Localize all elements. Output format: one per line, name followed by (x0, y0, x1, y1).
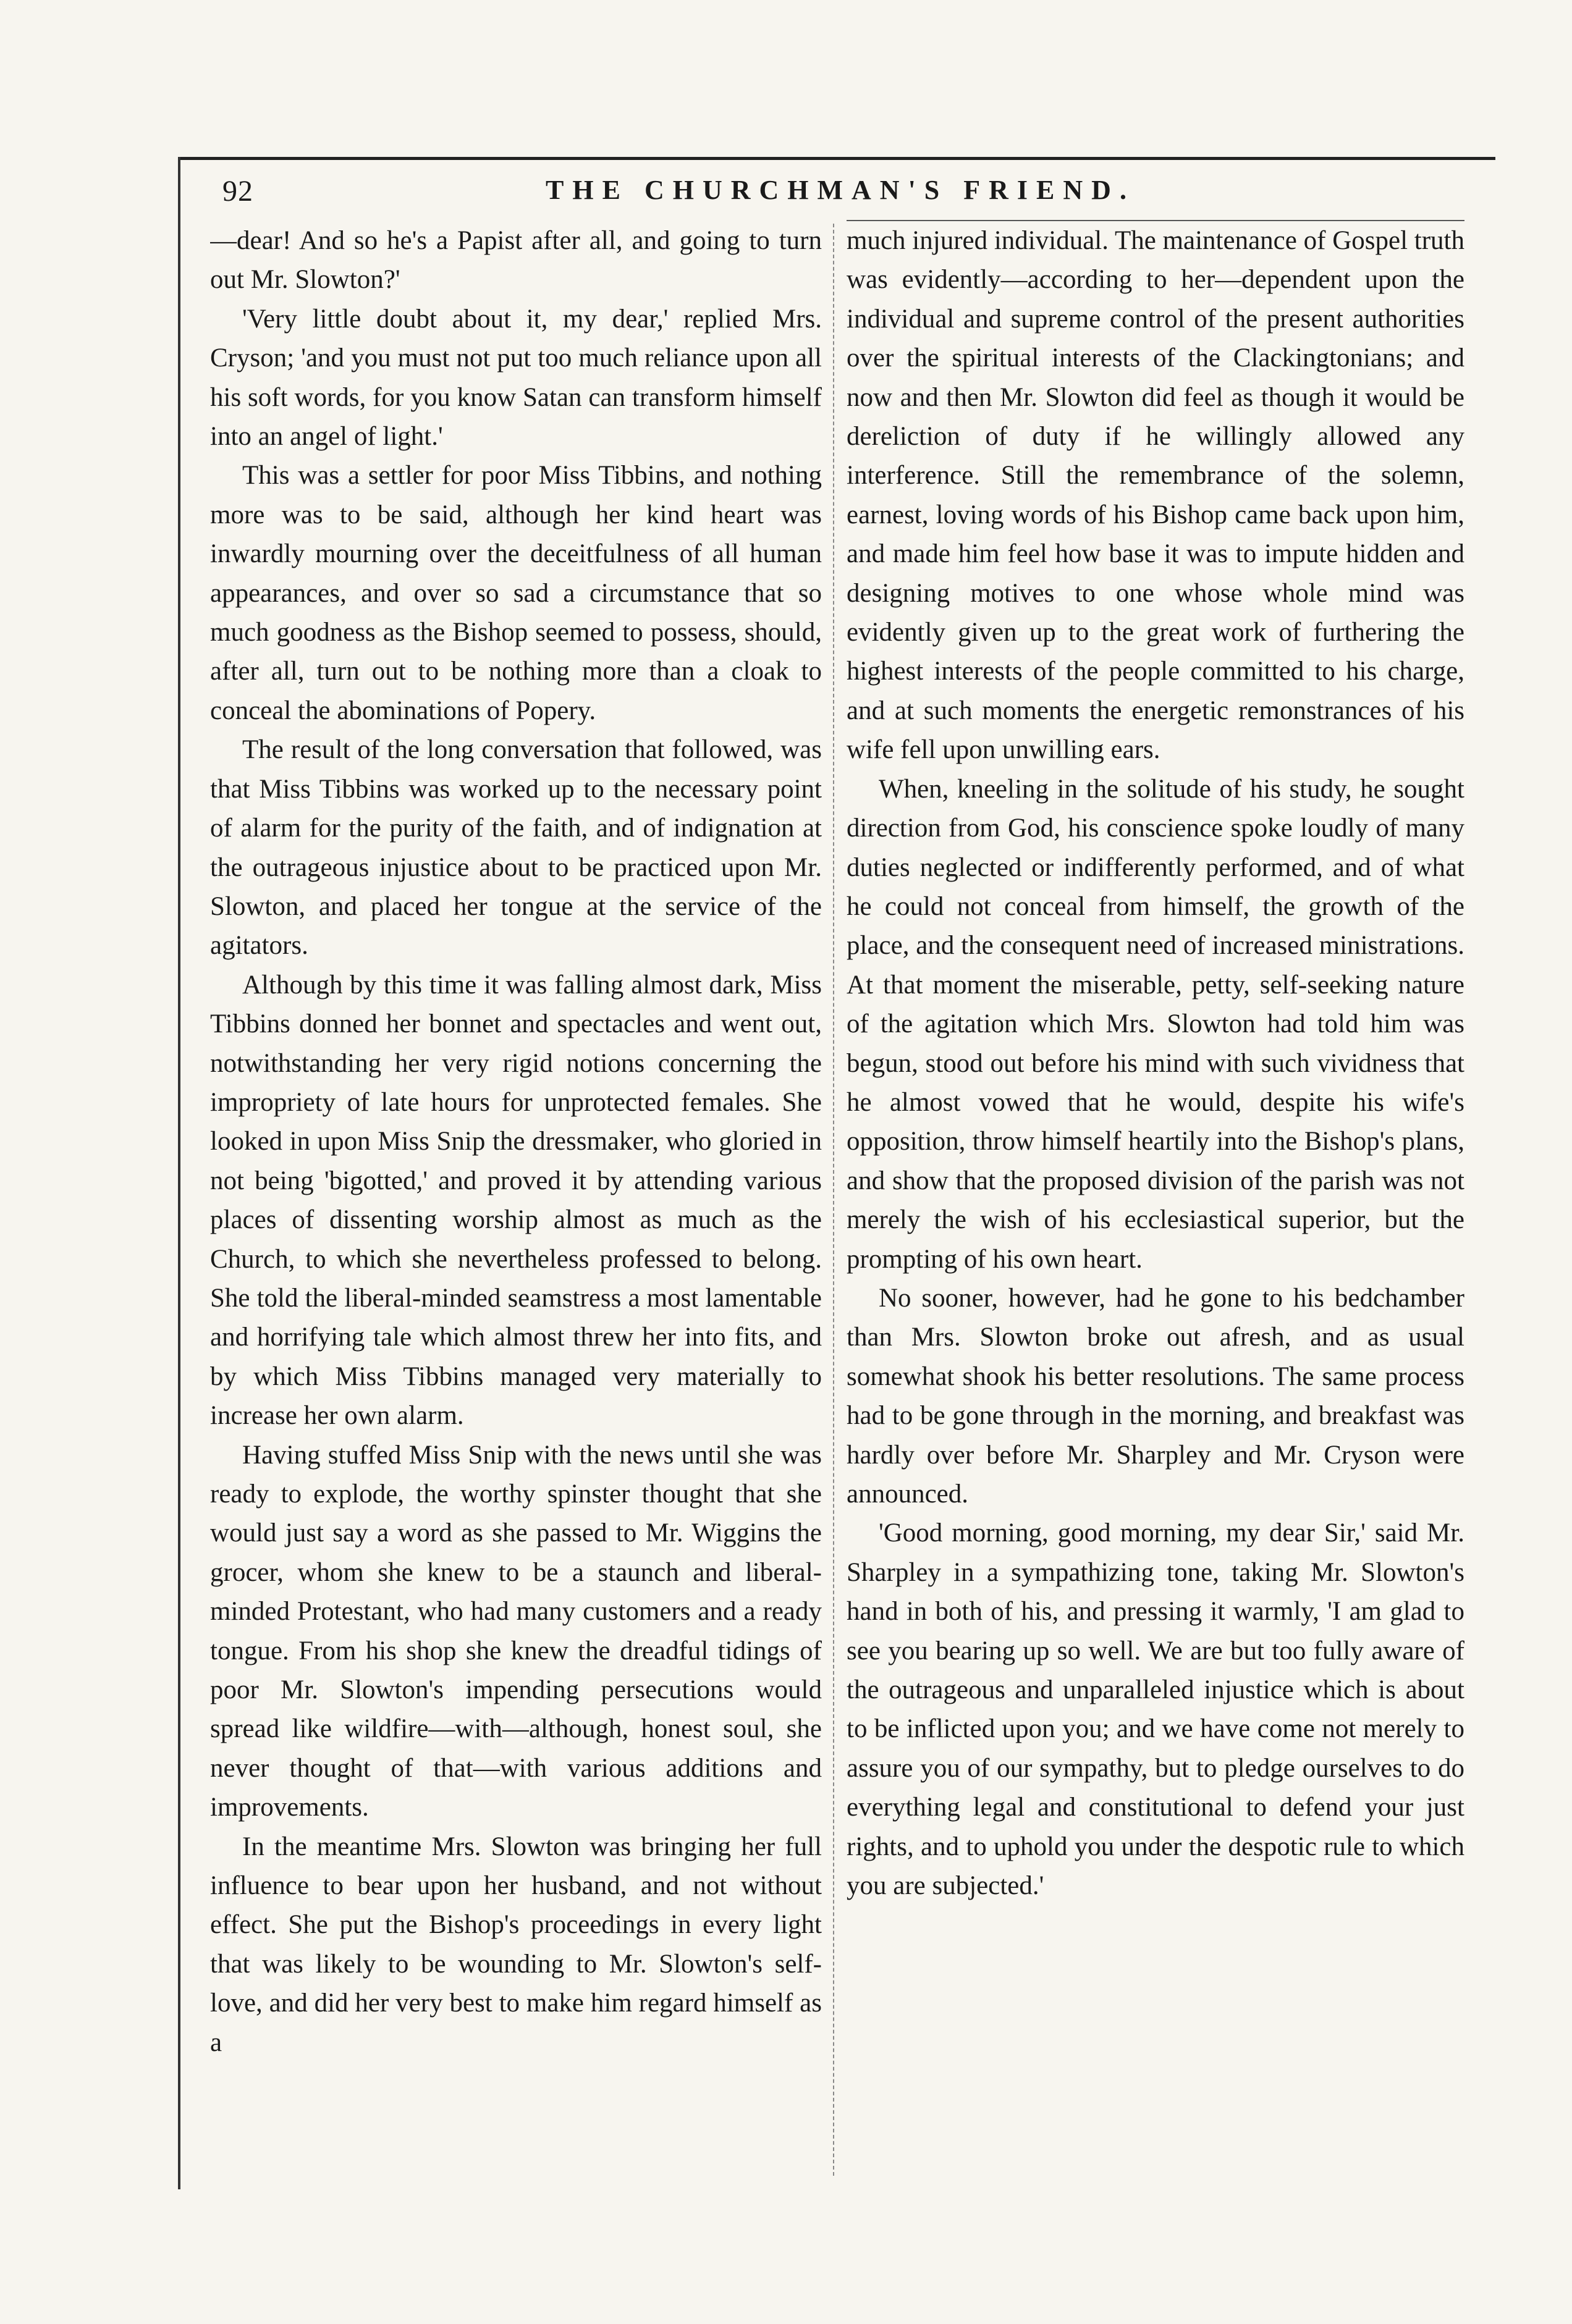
journal-title: THE CHURCHMAN'S FRIEND. (546, 175, 1135, 205)
left-column (210, 221, 822, 2186)
paragraph: 'Good morning, good morning, my dear Sir,' said Mr. Sharpley in a sympathizing tone, taking Mr. Slowton's hand in both of his, and pressing it warmly, 'I am glad to see you bearing up so well. We are but too fully aware of the outrageous and unparalleled injustice which is about to be inflicted upon you; and we have come not merely to assure you of our sympathy, but to pledge ourselves to do everything legal and constitutional to defend your just rights, and to uphold you under the despotic rule to which you are subjected.' (847, 1518, 1464, 1901)
paragraph: When, kneeling in the solitude of his study, he sought direction from God, his conscience spoke loudly of many duties neglected or indifferently performed, and of what he could not conceal from himself, the growth of the place, and the consequent need of increased ministrations. At that moment the miserable, petty, self-seeking nature of the agitation which Mrs. Slowton had told him was begun, stood out before his mind with such vividness that he almost vowed that he would, despite his wife's opposition, throw himself heartily into the Bishop's plans, and show that the proposed division of the parish was not merely the wish of his ecclesiastical superior, but the prompting of his own heart. (847, 774, 1464, 1274)
paragraph: —dear! And so he's a Papist after all, and going to turn out Mr. Slowton?' (210, 226, 822, 295)
top-rule (179, 157, 1495, 160)
paragraph: much injured individual. The maintenance of Gospel truth was evidently—according to her—dependent upon the individual and supreme control of the present authorities over the spiritual interests of the Clackingtonians; and now and then Mr. Slowton did feel as though it would be dereliction of duty if he willingly allowed any interference. Still the remembrance of the solemn, earnest, loving words of his Bishop came back upon him, and made him feel how base it was to impute hidden and designing motives to one whose whole mind was evidently given up to the great work of furthering the highest interests of the people committed to his charge, and at such moments the energetic remonstrances of his wife fell upon unwilling ears. (847, 226, 1464, 765)
running-head (222, 174, 1458, 219)
paragraph: This was a settler for poor Miss Tibbins, and nothing more was to be said, although her kind heart was inwardly mourning over the deceitfulness of all human appearances, and over so sad a circumstance that so much goodness as the Bishop seemed to possess, should, after all, turn out to be nothing more than a cloak to conceal the abominations of Popery. (210, 461, 822, 725)
paragraph: Although by this time it was falling almost dark, Miss Tibbins donned her bonnet and spectacles and went out, notwithstanding her very rigid notions concerning the impropriety of late hours for unprotected females. She looked in upon Miss Snip the dressmaker, who gloried in not being 'bigotted,' and proved it by attending various places of dissenting worship almost as much as the Church, to which she nevertheless professed to belong. She told the liberal-minded seamstress a most lamentable and horrifying tale which almost threw her into fits, and by which Miss Tibbins managed very materially to increase her own alarm. (210, 970, 822, 1431)
paragraph: 'Very little doubt about it, my dear,' replied Mrs. Cryson; 'and you must not put too much reliance upon all his soft words, for you know Satan can transform himself into an angel of light.' (210, 304, 822, 452)
left-border-rule (178, 157, 180, 2189)
column-divider (833, 224, 834, 2176)
paragraph: No sooner, however, had he gone to his bedchamber than Mrs. Slowton broke out afresh, and as usual somewhat shook his better resolutions. The same process had to be gone through in the morning, and breakfast was hardly over before Mr. Sharpley and Mr. Cryson were announced. (847, 1283, 1464, 1509)
paragraph: In the meantime Mrs. Slowton was bringing her full influence to bear upon her husband, and not without effect. She put the Bishop's proceedings in every light that was likely to be wounding to Mr. Slowton's self-love, and did her very best to make him regard himself as a (210, 1832, 822, 2057)
paragraph: Having stuffed Miss Snip with the news until she was ready to explode, the worthy spinster thought that she would just say a word as she passed to Mr. Wiggins the grocer, whom she knew to be a staunch and liberal-minded Protestant, who had many customers and a ready tongue. From his shop she knew the dreadful tidings of poor Mr. Slowton's impending persecutions would spread like wildfire—with—although, honest soul, she never thought of that—with various additions and improvements. (210, 1440, 822, 1822)
paragraph: The result of the long conversation that followed, was that Miss Tibbins was worked up to the necessary point of alarm for the purity of the faith, and of indignation at the outrageous injustice about to be practiced upon Mr. Slowton, and placed her tongue at the service of the agitators. (210, 735, 822, 961)
right-column (847, 221, 1464, 2186)
page-number: 92 (222, 175, 253, 208)
